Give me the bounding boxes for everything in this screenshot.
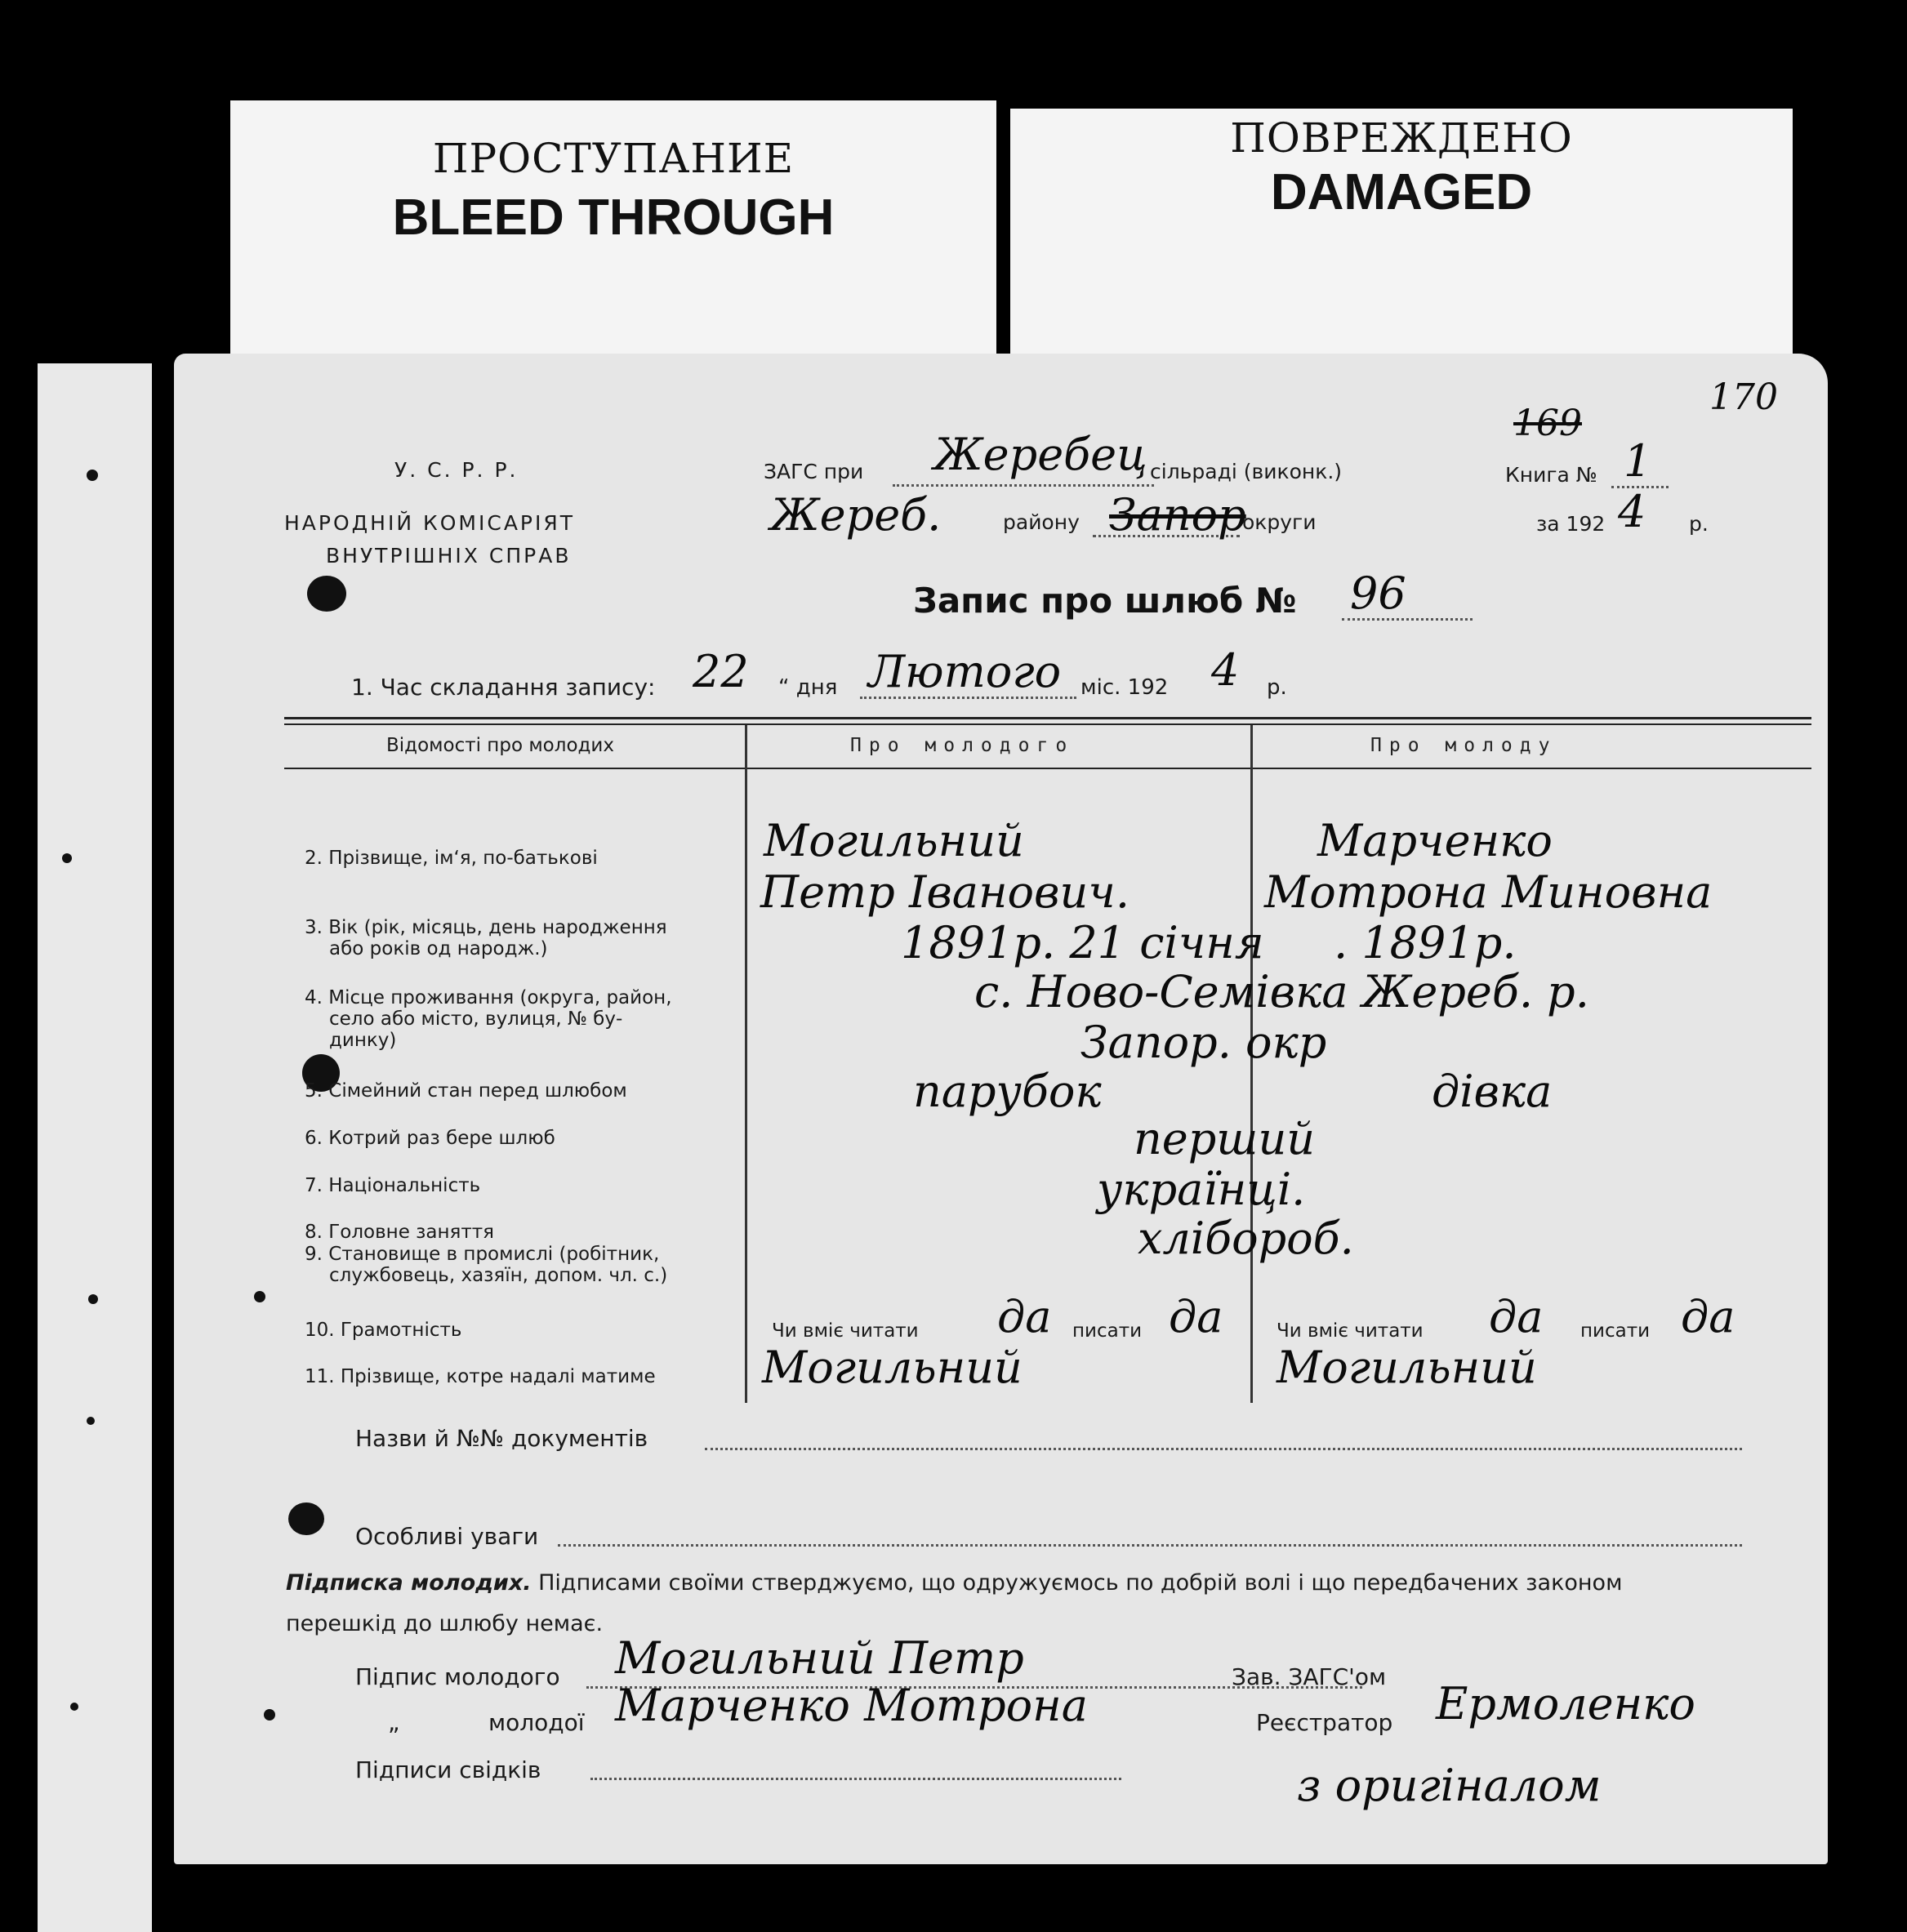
groom-given-name: Петр Іванович. <box>760 866 1129 918</box>
bride-signature-label: молодої <box>488 1709 585 1736</box>
bride-surname: Марченко <box>1317 815 1553 866</box>
column-header-info: Відомості про молодих <box>386 735 614 756</box>
punch-hole <box>87 1417 95 1425</box>
okruha-label: округи <box>1242 510 1317 534</box>
raion-label: району <box>1003 510 1080 534</box>
damaged-en: DAMAGED <box>1270 164 1533 220</box>
row-label-position: 9. Становище в промислі (робітник, <box>305 1244 660 1265</box>
bride-write-value: да <box>1681 1291 1735 1342</box>
row-label-age: 3. Вік (рік, місяць, день народження <box>305 917 667 938</box>
row-label-times: 6. Котрий раз бере шлюб <box>305 1128 555 1149</box>
row-label-marital: 5. Сімейний стан перед шлюбом <box>305 1080 627 1102</box>
nationality: українці. <box>1097 1164 1306 1215</box>
year-prefix: за 192 <box>1536 512 1606 536</box>
okruha-value: Запор <box>1109 489 1246 541</box>
documents-line <box>705 1448 1742 1450</box>
bleed-through-label <box>230 100 996 354</box>
zags-village: Жеребец <box>933 429 1147 480</box>
row-label-residence-3: динку) <box>329 1030 397 1051</box>
ussr-header: У. С. Р. Р. <box>394 458 519 482</box>
row-label-residence-2: село або місто, вулиця, № бу- <box>329 1008 623 1030</box>
table-top-rule <box>284 717 1811 719</box>
documents-label: Назви й №№ документів <box>355 1425 648 1452</box>
original-note: з оригіналом <box>1297 1760 1602 1811</box>
bride-quote: „ <box>388 1709 400 1736</box>
year-suffix: р. <box>1689 512 1709 536</box>
punch-hole <box>87 470 98 481</box>
damaged-ru: ПОВРЕЖДЕНО <box>1230 114 1573 162</box>
page-number: 170 <box>1709 376 1778 418</box>
row-label-literacy: 10. Грамотність <box>305 1320 462 1341</box>
punch-hole <box>307 576 346 612</box>
groom-signature: Могильний Петр <box>615 1632 1024 1684</box>
column-header-bride: Про молоду <box>1370 735 1557 756</box>
bride-marital-status: дівка <box>1432 1066 1553 1117</box>
punch-hole <box>88 1294 98 1304</box>
groom-signature-label: Підпис молодого <box>355 1663 560 1690</box>
table-top-rule-2 <box>284 723 1811 725</box>
registrar-label: Реєстратор <box>1256 1709 1393 1736</box>
record-year: 4 <box>1211 644 1240 696</box>
row-label-nationality: 7. Національність <box>305 1175 481 1196</box>
internal-affairs-header: ВНУТРІШНІХ СПРАВ <box>326 544 572 568</box>
groom-read-value: да <box>997 1291 1052 1342</box>
bleed-through-ru: ПРОСТУПАНИЕ <box>432 135 795 182</box>
groom-birth: 1891р. 21 січня <box>901 917 1264 968</box>
groom-read-label: Чи вміє читати <box>772 1320 919 1342</box>
punch-hole <box>288 1502 324 1535</box>
time-label: 1. Час складання запису: <box>351 674 656 701</box>
consent-text-2: перешкід до шлюбу немає. <box>286 1611 604 1636</box>
record-day: 22 <box>693 646 749 697</box>
consent-paragraph <box>286 1570 1622 1596</box>
bride-signature: Марченко Мотрона <box>615 1680 1088 1731</box>
notes-line <box>558 1544 1742 1547</box>
groom-write-label: писати <box>1072 1320 1143 1342</box>
book-number: 1 <box>1624 435 1652 487</box>
record-number-line <box>1342 618 1473 621</box>
month-line <box>860 697 1076 699</box>
residence-line-2: Запор. окр <box>1080 1017 1327 1068</box>
record-number: 96 <box>1350 568 1406 619</box>
bride-read-label: Чи вміє читати <box>1277 1320 1424 1342</box>
registrar-signature: Ермоленко <box>1436 1678 1695 1729</box>
month-label: міс. 192 <box>1080 675 1169 700</box>
groom-marital-status: парубок <box>913 1066 1102 1117</box>
witness-label: Підписи свідків <box>355 1756 541 1783</box>
record-year-suffix: р. <box>1267 675 1287 700</box>
notes-label: Особливі уваги <box>355 1523 539 1550</box>
page-number-crossed: 169 <box>1513 403 1582 444</box>
zags-prefix: ЗАГС при <box>764 460 864 483</box>
table-header-rule <box>284 768 1811 769</box>
raion-value: Жереб. <box>770 489 942 541</box>
damaged-label <box>1010 109 1793 358</box>
zags-line <box>893 484 1154 487</box>
record-title: Запис про шлюб № <box>913 581 1297 621</box>
head-label: Зав. ЗАГС'ом <box>1232 1663 1387 1690</box>
commissariat-header: НАРОДНІЙ КОМІСАРІЯТ <box>284 511 576 535</box>
column-divider <box>745 725 747 1403</box>
consent-title: Підписка молодих. <box>286 1570 532 1596</box>
row-label-position-2: службовець, хазяїн, допом. чл. с.) <box>329 1265 668 1286</box>
row-label-age-2: або років од народж.) <box>329 938 548 959</box>
column-header-groom: Про молодого <box>850 735 1075 756</box>
bride-write-label: писати <box>1580 1320 1651 1342</box>
groom-surname: Могильний <box>764 815 1024 866</box>
day-label: “ дня <box>778 675 838 700</box>
occupation: хлібороб. <box>1138 1213 1354 1264</box>
punch-hole <box>264 1709 275 1721</box>
consent-text: Підписами своїми стверджуємо, що одружуємось по добрій волі і що передбачених законом <box>538 1570 1623 1596</box>
book-label: Книга № <box>1505 463 1597 487</box>
row-label-future-surname: 11. Прізвище, котре надалі матиме <box>305 1366 656 1387</box>
row-label-occupation: 8. Головне заняття <box>305 1222 495 1243</box>
punch-hole <box>62 853 72 863</box>
marriage-record-form <box>174 354 1828 1864</box>
zags-suffix: сільраді (виконк.) <box>1150 460 1343 483</box>
binding-strip <box>38 363 152 1932</box>
bride-birth: . 1891р. <box>1334 917 1517 968</box>
bride-given-name: Мотрона Миновна <box>1264 866 1713 918</box>
bride-future-surname: Могильний <box>1277 1342 1537 1393</box>
bride-read-value: да <box>1489 1291 1544 1342</box>
groom-write-value: да <box>1169 1291 1223 1342</box>
row-label-name: 2. Прізвище, ім‘я, по-батькові <box>305 848 598 869</box>
punch-hole <box>254 1291 265 1302</box>
residence-line-1: с. Ново-Семівка Жереб. р. <box>974 966 1589 1017</box>
record-month: Лютого <box>868 646 1062 697</box>
marriage-times: перший <box>1134 1113 1316 1164</box>
groom-future-surname: Могильний <box>762 1342 1023 1393</box>
punch-hole <box>70 1703 78 1711</box>
year-value: 4 <box>1618 486 1646 537</box>
bleed-through-en: BLEED THROUGH <box>392 189 835 246</box>
row-label-residence: 4. Місце проживання (округа, район, <box>305 987 672 1008</box>
witness-line <box>590 1778 1121 1780</box>
